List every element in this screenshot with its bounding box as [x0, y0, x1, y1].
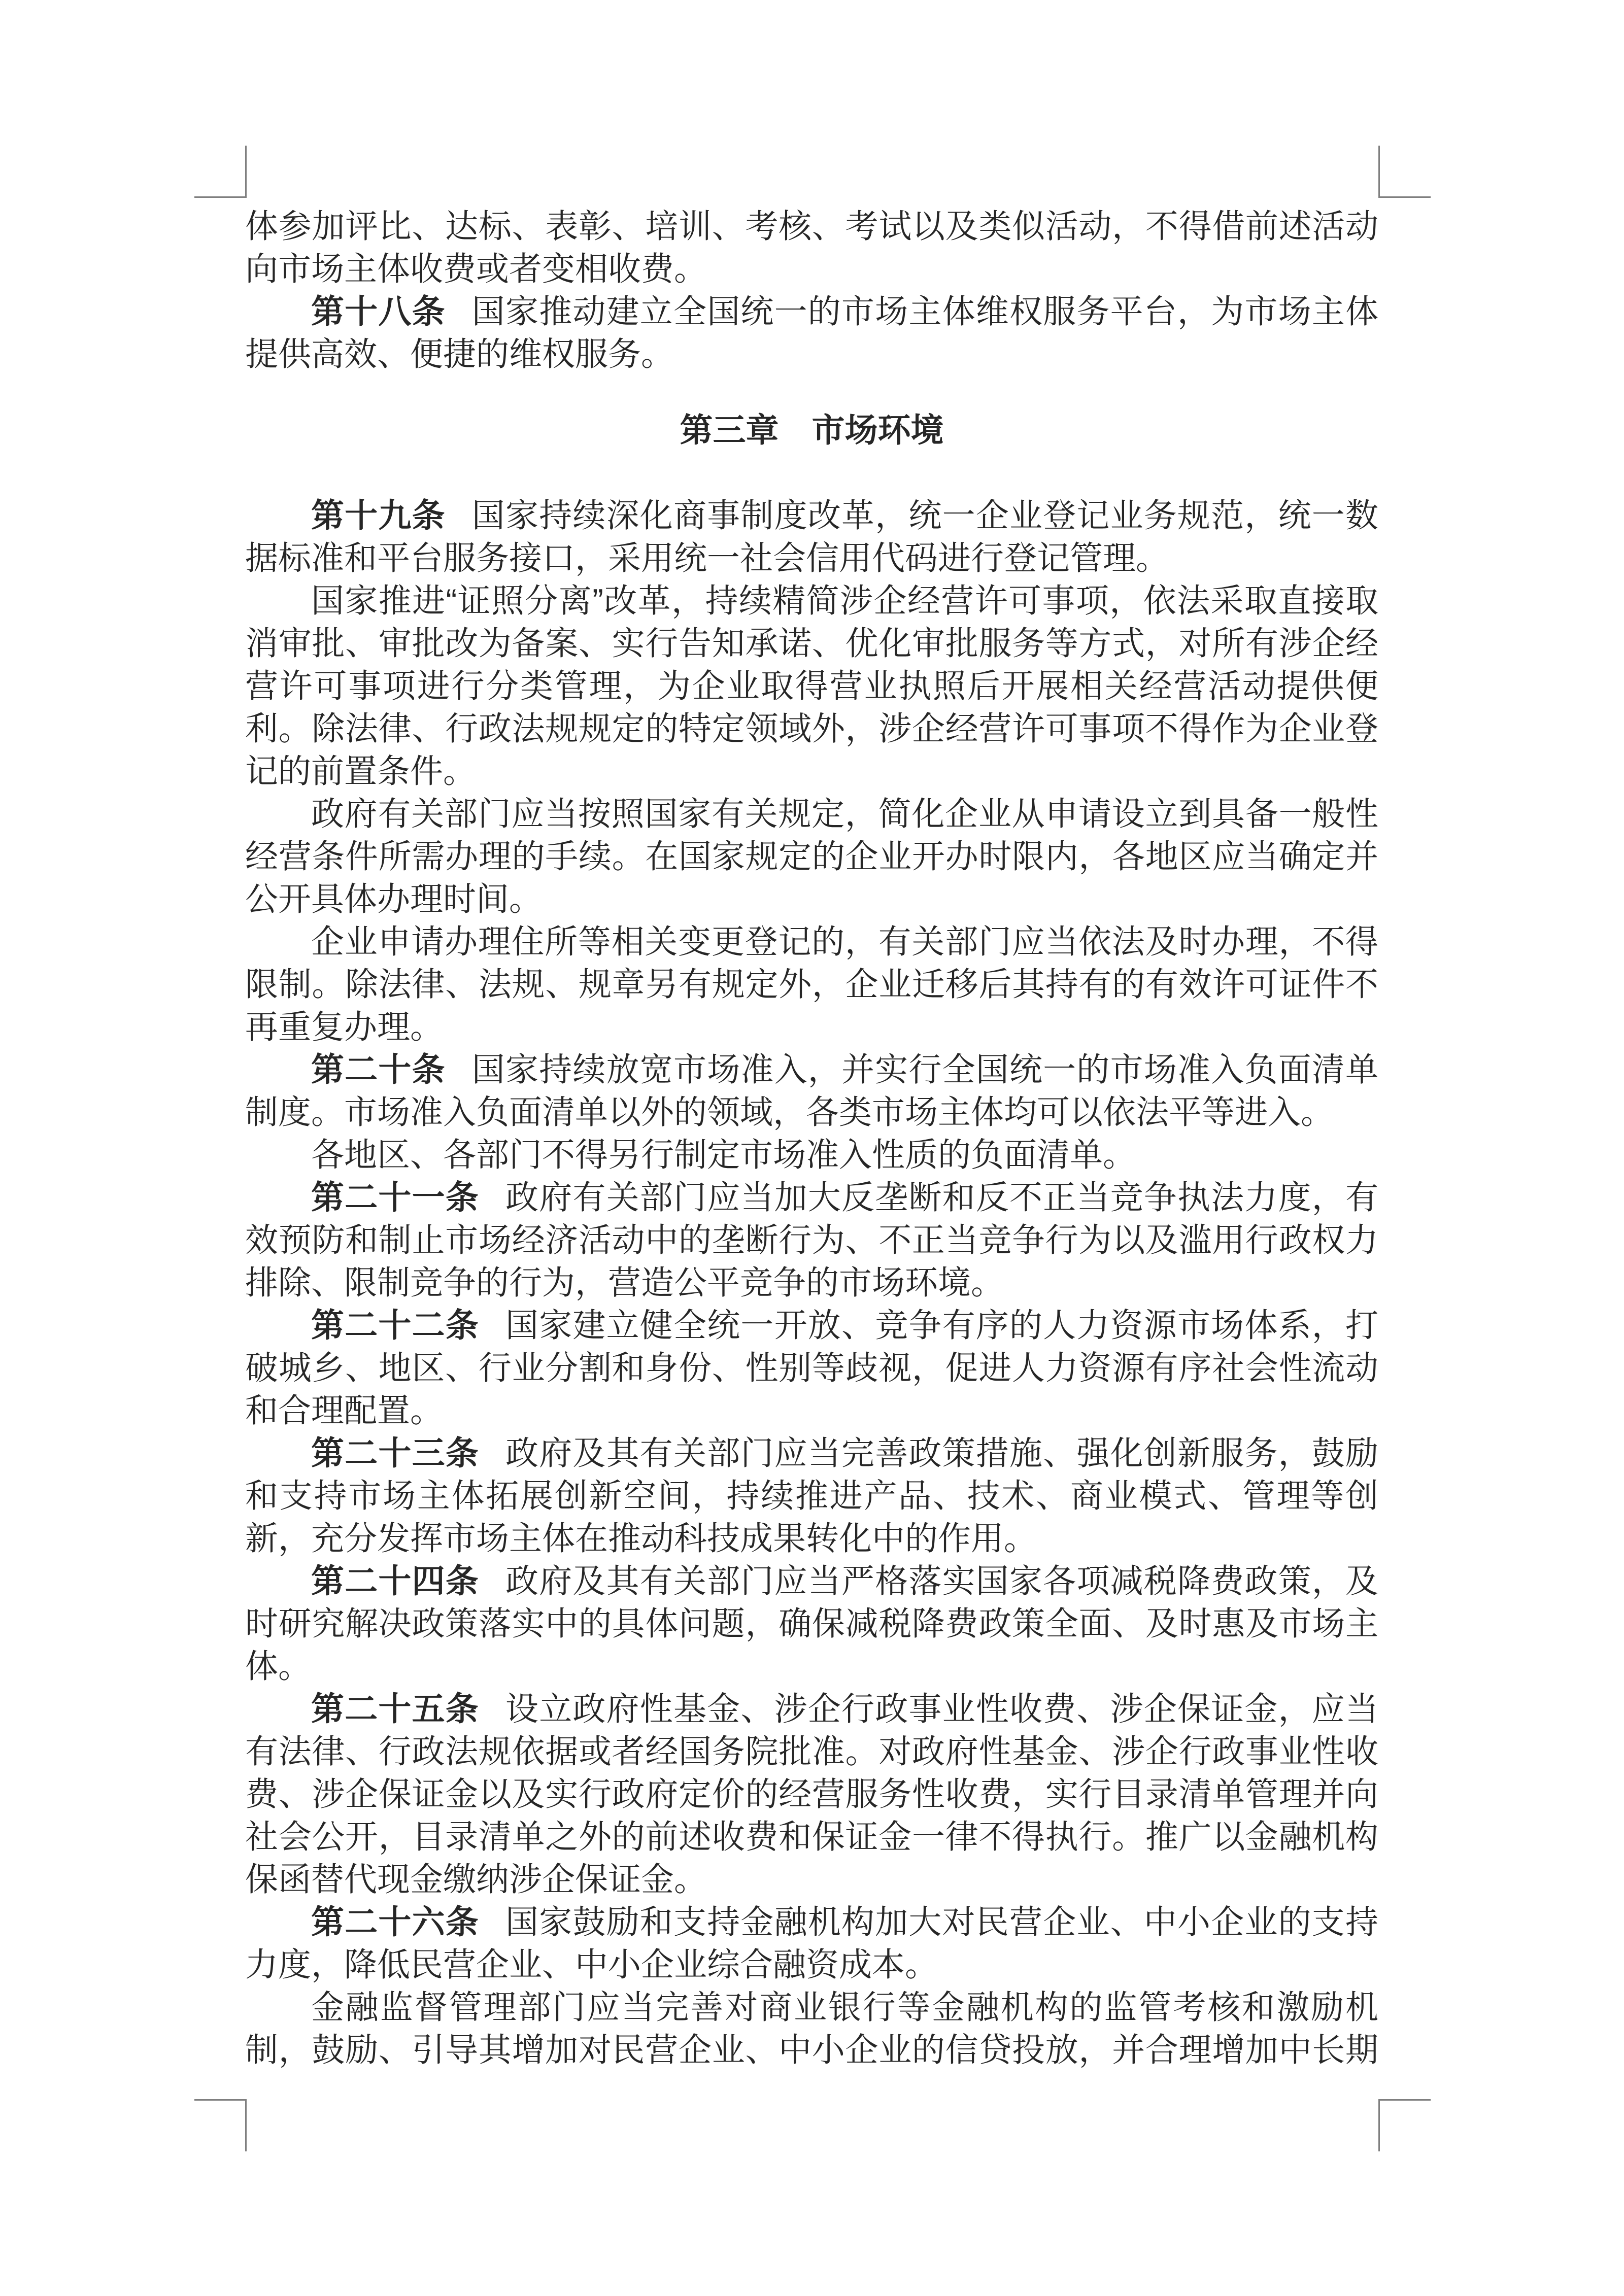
text-line [245, 1815, 1378, 1858]
text-line-content: 利。除法律、行政法规规定的特定领域外，涉企经营许可事项不得作为企业登 [245, 710, 1378, 747]
text-line-content: 破城乡、地区、行业分割和身份、性别等歧视，促进人力资源有序社会性流动 [245, 1349, 1378, 1386]
text-line-content: 经营条件所需办理的手续。在国家规定的企业开办时限内，各地区应当确定并 [245, 838, 1378, 875]
text-line [245, 707, 1378, 750]
text-line [245, 205, 1378, 248]
text-line [245, 665, 1378, 707]
text-line-content: 有法律、行政法规依据或者经国务院批准。对政府性基金、涉企行政事业性收 [245, 1733, 1378, 1770]
text-line [245, 750, 1378, 793]
text-line-content: 营许可事项进行分类管理，为企业取得营业执照后开展相关经营活动提供便 [245, 667, 1378, 704]
text-line-content: 和支持市场主体拓展创新空间，持续推进产品、技术、商业模式、管理等创 [245, 1477, 1378, 1514]
text-line [245, 1901, 1378, 1943]
text-line [245, 920, 1378, 963]
text-line [245, 1858, 1378, 1901]
text-line [245, 1730, 1378, 1773]
text-line [245, 1645, 1378, 1688]
text-line-content: 国家持续放宽市场准入，并实行全国统一的市场准入负面清单 [471, 1051, 1378, 1088]
text-line-content: 政府有关部门应当加大反垄断和反不正当竞争执法力度，有 [505, 1179, 1378, 1216]
text-line [245, 1432, 1378, 1475]
text-line-content: 力度，降低民营企业、中小企业综合融资成本。 [245, 1946, 938, 1983]
text-line-content: 体。 [245, 1648, 312, 1685]
article-number: 第二十二条 [311, 1307, 479, 1344]
text-line-content: 保函替代现金缴纳涉企保证金。 [245, 1861, 707, 1898]
text-line-content: 企业申请办理住所等相关变更登记的，有关部门应当依法及时办理，不得 [311, 923, 1378, 960]
text-line [245, 793, 1378, 835]
text-line [245, 1134, 1378, 1176]
text-line [245, 1261, 1378, 1304]
text-line [245, 963, 1378, 1006]
text-line-content: 体参加评比、达标、表彰、培训、考核、考试以及类似活动，不得借前述活动 [245, 208, 1378, 245]
crop-mark-bottom-right-icon [1378, 2099, 1431, 2151]
text-line-content: 时研究解决政策落实中的具体问题，确保减税降费政策全面、及时惠及市场主 [245, 1605, 1378, 1642]
text-line-content: 限制。除法律、法规、规章另有规定外，企业迁移后其持有的有效许可证件不 [245, 966, 1378, 1003]
text-line [245, 1602, 1378, 1645]
text-line [245, 248, 1378, 290]
text-line [245, 878, 1378, 920]
text-line [245, 1475, 1378, 1517]
text-line [245, 1773, 1378, 1815]
article-number: 第二十三条 [311, 1434, 479, 1471]
text-line-content: 公开具体办理时间。 [245, 880, 543, 917]
article-number: 第二十四条 [311, 1562, 479, 1599]
text-line [245, 1986, 1378, 2029]
text-line-content: 制度。市场准入负面清单以外的领域，各类市场主体均可以依法平等进入。 [245, 1093, 1334, 1130]
text-line [245, 537, 1378, 579]
text-line [245, 1389, 1378, 1432]
text-line-content: 政府有关部门应当按照国家有关规定，简化企业从申请设立到具备一般性 [311, 795, 1378, 832]
text-line-content: 新，充分发挥市场主体在推动科技成果转化中的作用。 [245, 1520, 1037, 1557]
text-line-content: 再重复办理。 [245, 1008, 444, 1045]
text-line-content: 效预防和制止市场经济活动中的垄断行为、不正当竞争行为以及滥用行政权力 [245, 1221, 1378, 1258]
article-number: 第二十五条 [311, 1690, 479, 1727]
crop-mark-bottom-left-icon [194, 2099, 247, 2151]
text-line-content: 制，鼓励、引导其增加对民营企业、中小企业的信贷投放，并合理增加中长期 [245, 2031, 1378, 2068]
text-line [245, 835, 1378, 878]
text-line [245, 2029, 1378, 2071]
text-line [245, 1091, 1378, 1134]
text-line [245, 1304, 1378, 1347]
text-line-content: 记的前置条件。 [245, 752, 477, 790]
text-line-content: 向市场主体收费或者变相收费。 [245, 250, 707, 287]
text-line [245, 622, 1378, 665]
text-line-content: 国家推动建立全国统一的市场主体维权服务平台，为市场主体 [471, 293, 1378, 330]
article-number: 第二十六条 [311, 1903, 479, 1940]
article-number: 第十八条 [311, 293, 446, 330]
text-line-content: 国家鼓励和支持金融机构加大对民营企业、中小企业的支持 [505, 1903, 1378, 1940]
text-line-content: 国家推进“证照分离”改革，持续精简涉企经营许可事项，依法采取直接取 [311, 582, 1378, 619]
text-line-content: 和合理配置。 [245, 1392, 444, 1429]
text-line [245, 1006, 1378, 1048]
text-line [245, 1048, 1378, 1091]
text-line-content: 政府及其有关部门应当严格落实国家各项减税降费政策，及 [505, 1562, 1378, 1599]
text-line-content: 社会公开，目录清单之外的前述收费和保证金一律不得执行。推广以金融机构 [245, 1818, 1378, 1855]
document-body [245, 205, 1378, 2071]
article-number: 第二十条 [311, 1051, 446, 1088]
article-number: 第十九条 [311, 497, 446, 534]
text-line-content: 消审批、审批改为备案、实行告知承诺、优化审批服务等方式，对所有涉企经 [245, 625, 1378, 662]
text-line [245, 1560, 1378, 1602]
chapter-heading: 第三章 市场环境 [680, 412, 944, 449]
text-line-content: 设立政府性基金、涉企行政事业性收费、涉企保证金，应当 [505, 1690, 1378, 1727]
text-line-content: 政府及其有关部门应当完善政策措施、强化创新服务，鼓励 [505, 1434, 1378, 1471]
text-line [245, 1688, 1378, 1730]
text-line [245, 1219, 1378, 1261]
text-line [245, 494, 1378, 537]
text-line-content: 国家持续深化商事制度改革，统一企业登记业务规范，统一数 [471, 497, 1378, 534]
crop-mark-top-left-icon [194, 146, 247, 198]
text-line-content: 金融监督管理部门应当完善对商业银行等金融机构的监管考核和激励机 [311, 1989, 1378, 2026]
text-line [245, 1943, 1378, 1986]
text-line [245, 579, 1378, 622]
text-line [245, 1347, 1378, 1389]
text-line [245, 1517, 1378, 1560]
text-line-content: 费、涉企保证金以及实行政府定价的经营服务性收费，实行目录清单管理并向 [245, 1775, 1378, 1812]
text-line-content: 各地区、各部门不得另行制定市场准入性质的负面清单。 [311, 1136, 1136, 1173]
text-line-content: 据标准和平台服务接口，采用统一社会信用代码进行登记管理。 [245, 539, 1169, 576]
crop-mark-top-right-icon [1378, 146, 1431, 198]
text-line-content: 排除、限制竞争的行为，营造公平竞争的市场环境。 [245, 1264, 1004, 1301]
text-line [245, 333, 1378, 375]
article-number: 第二十一条 [311, 1179, 479, 1216]
text-line-content: 国家建立健全统一开放、竞争有序的人力资源市场体系，打 [505, 1307, 1378, 1344]
text-line-content: 提供高效、便捷的维权服务。 [245, 335, 674, 372]
text-line [245, 290, 1378, 333]
text-line [245, 1176, 1378, 1219]
